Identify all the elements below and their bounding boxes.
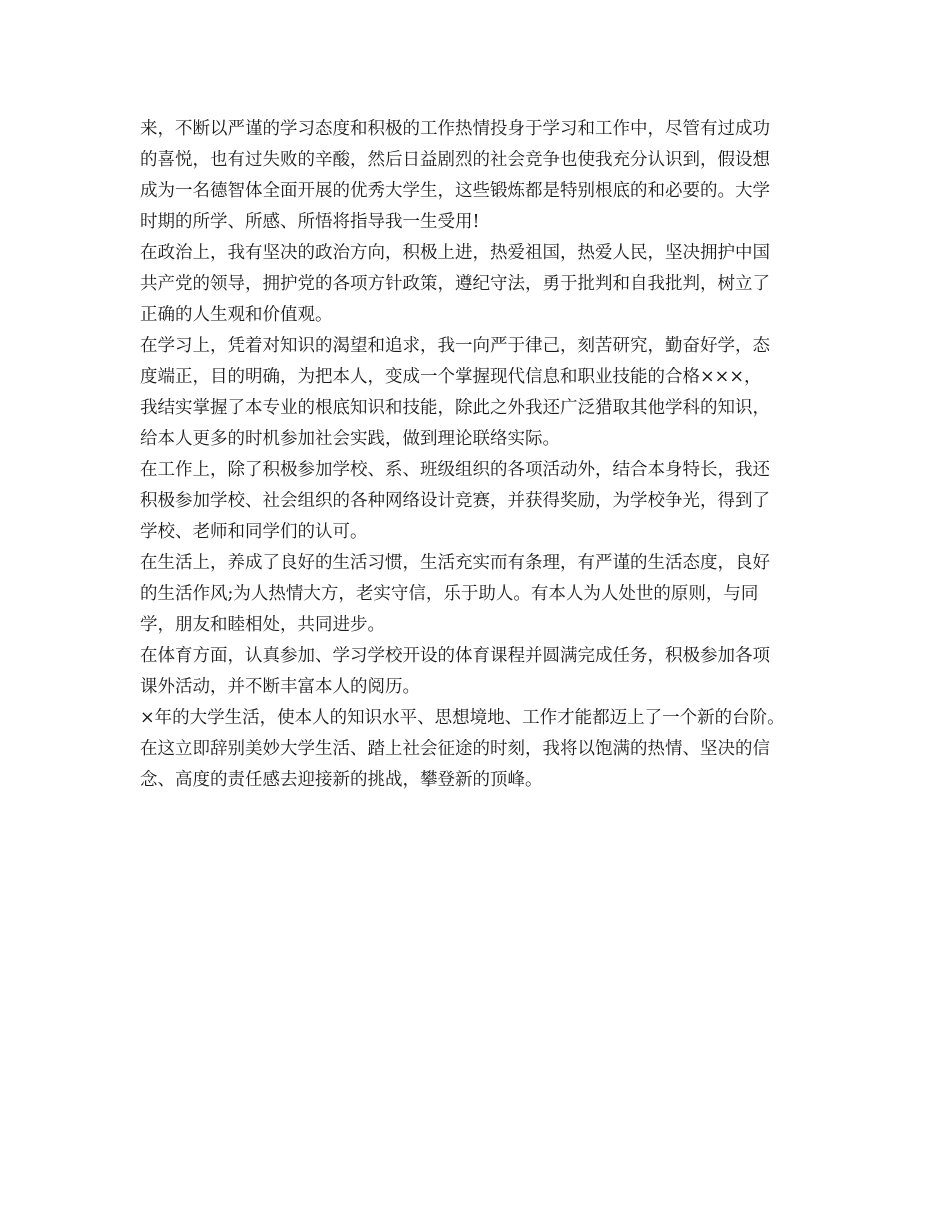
text-line: 共产党的领导，拥护党的各项方针政策，遵纪守法，勇于批判和自我批判，树立了: [140, 274, 770, 294]
text-line: 在体育方面，认真参加、学习学校开设的体育课程并圆满完成任务，积极参加各项: [140, 646, 770, 666]
text-line: 我结实掌握了本专业的根底知识和技能，除此之外我还广泛猎取其他学科的知识，: [140, 398, 770, 418]
text-line: 成为一名德智体全面开展的优秀大学生，这些锻炼都是特别根底的和必要的。大学: [140, 181, 770, 201]
text-line: 积极参加学校、社会组织的各种网络设计竞赛，并获得奖励，为学校争光，得到了: [140, 491, 770, 511]
text-line: 的喜悦，也有过失败的辛酸，然后日益剧烈的社会竞争也使我充分认识到，假设想: [140, 150, 770, 170]
text-line: 时期的所学、所感、所悟将指导我一生受用!: [140, 212, 480, 232]
document-body: [140, 114, 820, 796]
text-line: 学校、老师和同学们的认可。: [140, 522, 368, 542]
text-line: 在这立即辞别美妙大学生活、踏上社会征途的时刻，我将以饱满的热情、坚决的信: [140, 739, 770, 759]
text-line: 在生活上，养成了良好的生活习惯，生活充实而有条理，有严谨的生活态度，良好: [140, 553, 770, 573]
text-line: 的生活作风;为人热情大方，老实守信，乐于助人。有本人为人处世的原则，与同: [140, 584, 759, 604]
text-line: 在学习上，凭着对知识的渴望和追求，我一向严于律己，刻苦研究，勤奋好学，态: [140, 336, 770, 356]
text-line: 在工作上，除了积极参加学校、系、班级组织的各项活动外，结合本身特长，我还: [140, 460, 770, 480]
text-line: 在政治上，我有坚决的政治方向，积极上进，热爱祖国，热爱人民，坚决拥护中国: [140, 243, 770, 263]
text-line: ×年的大学生活，使本人的知识水平、思想境地、工作才能都迈上了一个新的台阶。: [140, 708, 785, 728]
text-line: 度端正，目的明确，为把本人，变成一个掌握现代信息和职业技能的合格×××，: [140, 367, 762, 387]
text-line: 正确的人生观和价值观。: [140, 305, 333, 325]
text-line: 来，不断以严谨的学习态度和积极的工作热情投身于学习和工作中，尽管有过成功: [140, 119, 770, 139]
text-line: 给本人更多的时机参加社会实践，做到理论联络实际。: [140, 429, 560, 449]
text-line: 念、高度的责任感去迎接新的挑战，攀登新的顶峰。: [140, 770, 543, 790]
text-line: 学，朋友和睦相处，共同进步。: [140, 615, 385, 635]
text-line: 课外活动，并不断丰富本人的阅历。: [140, 677, 420, 697]
